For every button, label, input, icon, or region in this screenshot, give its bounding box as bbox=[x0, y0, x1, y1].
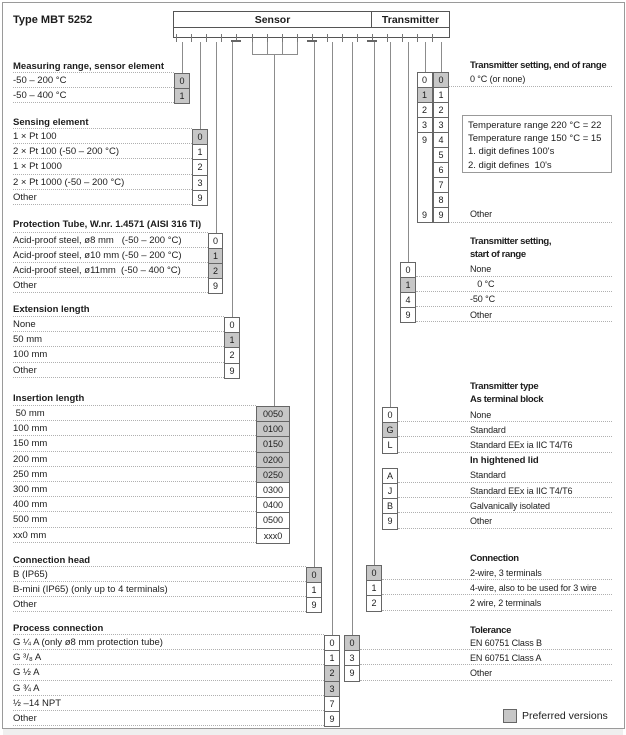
transmitter-type-code-cell: L bbox=[382, 437, 398, 453]
leader-line bbox=[398, 436, 612, 437]
start-of-range-row-label: Other bbox=[470, 309, 493, 320]
code-position-tick bbox=[252, 34, 253, 42]
header-sensor-label: Sensor bbox=[173, 11, 372, 28]
leader-line bbox=[13, 634, 324, 635]
leader-line bbox=[13, 596, 306, 597]
sensing-element-code-cell: 2 bbox=[192, 159, 208, 175]
connector-line bbox=[232, 42, 233, 318]
connector-bracket bbox=[252, 54, 298, 55]
end-of-range-digit2-cell: 1 bbox=[433, 87, 449, 103]
leader-line bbox=[416, 276, 612, 277]
leader-line bbox=[13, 542, 256, 543]
note-line: 1. digit defines 100's bbox=[468, 146, 555, 158]
process-connection-row-label: G ½ A bbox=[13, 667, 40, 679]
code-position-tick bbox=[342, 34, 343, 42]
start-of-range-row-label: 0 °C bbox=[470, 279, 495, 290]
tolerance-code-cell: 0 bbox=[344, 635, 360, 651]
connection-title: Connection bbox=[470, 552, 519, 564]
tolerance-row-label: Other bbox=[470, 667, 493, 678]
insertion-length-code-cell: 0050 bbox=[256, 406, 290, 422]
insertion-length-row-label: 100 mm bbox=[13, 423, 48, 435]
sensing-element-title: Sensing element bbox=[13, 117, 89, 128]
transmitter-type-row-label: Standard bbox=[470, 470, 506, 481]
protection-tube-code-cell: 2 bbox=[208, 263, 223, 279]
tolerance-row-label: EN 60751 Class A bbox=[470, 652, 542, 663]
connector-line bbox=[425, 42, 426, 73]
leader-line bbox=[398, 482, 612, 483]
sensing-element-row-label: 1 × Pt 1000 bbox=[13, 161, 62, 173]
tolerance-row-label: EN 60751 Class B bbox=[470, 637, 542, 648]
leader-line bbox=[13, 581, 306, 582]
sensing-element-row-label: Other bbox=[13, 191, 37, 203]
start-of-range-code-cell: 1 bbox=[400, 277, 416, 293]
insertion-length-row-label: xx0 mm bbox=[13, 529, 47, 541]
leader-line bbox=[449, 222, 612, 223]
connector-line bbox=[267, 42, 268, 56]
protection-tube-row-label: Acid-proof steel, ø10 mm (-50 – 200 °C) bbox=[13, 249, 182, 261]
end-of-range-row-label: Other bbox=[470, 208, 493, 219]
extension-length-code-cell: 1 bbox=[224, 332, 240, 348]
protection-tube-code-cell: 1 bbox=[208, 248, 223, 264]
process-connection-code-cell: 7 bbox=[324, 696, 340, 712]
code-position-tick bbox=[267, 34, 268, 42]
connector-line bbox=[200, 42, 201, 130]
insertion-length-row-label: 50 mm bbox=[13, 408, 45, 419]
leader-line bbox=[416, 321, 612, 322]
connector-line bbox=[297, 42, 298, 56]
leader-line bbox=[13, 611, 306, 612]
insertion-length-code-cell: 0250 bbox=[256, 467, 290, 483]
extension-length-row-label: 50 mm bbox=[13, 334, 43, 346]
insertion-length-row-label: 400 mm bbox=[13, 499, 48, 511]
insertion-length-code-cell: 0200 bbox=[256, 452, 290, 468]
connection-head-code-cell: 9 bbox=[306, 597, 322, 613]
transmitter-type-row-label: Standard bbox=[470, 424, 506, 435]
start-of-range-code-cell: 4 bbox=[400, 292, 416, 308]
leader-line bbox=[13, 292, 208, 293]
insertion-length-code-cell: xxx0 bbox=[256, 528, 290, 544]
connector-line bbox=[252, 42, 253, 56]
leader-line bbox=[13, 158, 192, 159]
leader-line bbox=[398, 421, 612, 422]
end-of-range-digit1-cell: 9 bbox=[417, 132, 433, 148]
transmitter-type-row-label: Galvanically isolated bbox=[470, 500, 550, 511]
preferred-version-swatch bbox=[503, 709, 517, 723]
header-transmitter-label: Transmitter bbox=[371, 11, 450, 28]
code-position-tick bbox=[297, 34, 298, 42]
leader-line bbox=[13, 346, 224, 347]
leader-line bbox=[13, 362, 224, 363]
leader-line bbox=[13, 277, 208, 278]
end-of-range-digit2-cell: 0 bbox=[433, 72, 449, 88]
insertion-length-code-cell: 0400 bbox=[256, 497, 290, 513]
start-of-range-row-label: None bbox=[470, 264, 492, 274]
process-connection-code-cell: 3 bbox=[324, 681, 340, 697]
connection-code-cell: 2 bbox=[366, 595, 382, 611]
sensing-element-code-cell: 9 bbox=[192, 190, 208, 206]
connection-row-label: 2-wire, 3 terminals bbox=[470, 567, 542, 578]
process-connection-row-label: G ³/₈ A bbox=[13, 652, 42, 664]
leader-line bbox=[13, 527, 256, 528]
measuring-range-code-cell: 0 bbox=[174, 73, 190, 89]
tolerance-title: Tolerance bbox=[470, 624, 512, 636]
connector-line bbox=[314, 42, 315, 567]
end-of-range-digit2-cell: 4 bbox=[433, 132, 449, 148]
insertion-length-row-label: 200 mm bbox=[13, 453, 48, 465]
leader-line bbox=[13, 566, 306, 567]
connector-line bbox=[216, 42, 217, 233]
start-of-range-code-cell: 0 bbox=[400, 262, 416, 278]
leader-line bbox=[382, 594, 612, 595]
code-position-tick bbox=[206, 34, 207, 42]
transmitter-type-code-cell: A bbox=[382, 468, 398, 484]
transmitter-type-row-label: Other bbox=[470, 515, 493, 526]
end-of-range-row-label: 0 °C (or none) bbox=[470, 73, 526, 84]
connection-head-code-cell: 0 bbox=[306, 567, 322, 583]
code-position-tick bbox=[221, 34, 222, 42]
measuring-range-title: Measuring range, sensor element bbox=[13, 61, 164, 72]
process-connection-code-cell: 9 bbox=[324, 711, 340, 727]
end-of-range-digit2-cell: 2 bbox=[433, 102, 449, 118]
leader-line bbox=[13, 435, 256, 436]
leader-line bbox=[360, 680, 612, 681]
connection-row-label: 2 wire, 2 terminals bbox=[470, 597, 542, 608]
transmitter-type-subtitle: As terminal block bbox=[470, 393, 544, 405]
extension-length-row-label: 100 mm bbox=[13, 349, 48, 361]
process-connection-code-cell: 1 bbox=[324, 650, 340, 666]
page-title: Type MBT 5252 bbox=[13, 14, 93, 26]
leader-line bbox=[13, 496, 256, 497]
connector-line bbox=[374, 42, 375, 566]
leader-line bbox=[13, 420, 256, 421]
leader-line bbox=[13, 680, 324, 681]
leader-line bbox=[449, 86, 612, 87]
leader-line bbox=[416, 306, 612, 307]
process-connection-row-label: Other bbox=[13, 713, 37, 724]
insertion-length-row-label: 300 mm bbox=[13, 484, 48, 495]
transmitter-type-code-cell: G bbox=[382, 422, 398, 438]
protection-tube-row-label: Acid-proof steel, ø8 mm (-50 – 200 °C) bbox=[13, 234, 182, 246]
connection-code-cell: 1 bbox=[366, 580, 382, 596]
connector-line bbox=[274, 55, 275, 406]
transmitter-type-code-cell: J bbox=[382, 483, 398, 499]
code-position-tick bbox=[402, 34, 403, 42]
protection-tube-row-label: Acid-proof steel, ø11mm (-50 – 400 °C) bbox=[13, 264, 181, 276]
connector-line bbox=[441, 42, 442, 73]
protection-tube-code-cell: 9 bbox=[208, 278, 223, 294]
code-position-tick bbox=[282, 34, 283, 42]
process-connection-code-cell: 2 bbox=[324, 665, 340, 681]
transmitter-type-row-label: Standard EEx ia IIC T4/T6 bbox=[470, 485, 573, 496]
sensing-element-row-label: 2 × Pt 1000 (-50 – 200 °C) bbox=[13, 176, 125, 188]
connection-row-label: 4-wire, also to be used for 3 wire bbox=[470, 582, 597, 593]
process-connection-title: Process connection bbox=[13, 622, 104, 634]
transmitter-type-code-cell: 9 bbox=[382, 513, 398, 529]
end-of-range-digit1-cell: 2 bbox=[417, 102, 433, 118]
leader-line bbox=[13, 481, 256, 482]
connector-line bbox=[408, 42, 409, 262]
protection-tube-title: Protection Tube, W.nr. 1.4571 (AISI 316 Ti) bbox=[13, 219, 202, 230]
end-of-range-digit1-cell: 0 bbox=[417, 72, 433, 88]
code-position-tick bbox=[176, 34, 177, 42]
insertion-length-code-cell: 0500 bbox=[256, 512, 290, 528]
leader-line bbox=[13, 664, 324, 665]
protection-tube-code-cell: 0 bbox=[208, 233, 223, 249]
code-group-tick bbox=[307, 40, 317, 42]
extension-length-row-label: Other bbox=[13, 364, 37, 376]
start-of-range-title-line2: start of range bbox=[470, 248, 526, 260]
end-of-range-digit1-blank bbox=[417, 147, 433, 208]
extension-length-code-cell: 0 bbox=[224, 317, 240, 333]
leader-line bbox=[13, 189, 192, 190]
process-connection-code-cell: 0 bbox=[324, 635, 340, 651]
leader-line bbox=[13, 204, 192, 205]
insertion-length-row-label: 150 mm bbox=[13, 438, 48, 450]
extension-length-title: Extension length bbox=[13, 304, 90, 315]
end-of-range-digit2-cell: 5 bbox=[433, 147, 449, 163]
process-connection-row-label: G ¼ A (only ø8 mm protection tube) bbox=[13, 637, 163, 648]
start-of-range-code-cell: 9 bbox=[400, 307, 416, 323]
sensing-element-row-label: 1 × Pt 100 bbox=[13, 131, 57, 142]
leader-line bbox=[13, 102, 174, 103]
extension-length-row-label: None bbox=[13, 319, 36, 330]
leader-line bbox=[13, 466, 256, 467]
leader-line bbox=[13, 232, 208, 233]
transmitter-type-code-cell: 0 bbox=[382, 407, 398, 423]
code-position-tick bbox=[387, 34, 388, 42]
bottom-margin-band bbox=[3, 729, 623, 735]
end-of-range-title: Transmitter setting, end of range bbox=[470, 60, 607, 71]
process-connection-row-label: ½ –14 NPT bbox=[13, 697, 62, 709]
process-connection-row-label: G ¾ A bbox=[13, 682, 40, 694]
tolerance-code-cell: 9 bbox=[344, 665, 360, 681]
leader-line bbox=[13, 710, 324, 711]
leader-line bbox=[13, 72, 174, 73]
sensing-element-code-cell: 3 bbox=[192, 175, 208, 191]
leader-line bbox=[382, 579, 612, 580]
connection-head-title: Connection head bbox=[13, 554, 91, 566]
leader-line bbox=[13, 128, 192, 129]
sensing-element-row-label: 2 × Pt 100 (-50 – 200 °C) bbox=[13, 146, 119, 158]
connection-code-cell: 0 bbox=[366, 565, 382, 581]
insertion-length-code-cell: 0150 bbox=[256, 436, 290, 452]
code-position-tick bbox=[357, 34, 358, 42]
end-of-range-digit1-cell: 3 bbox=[417, 117, 433, 133]
leader-line bbox=[13, 405, 256, 406]
leader-line bbox=[360, 664, 612, 665]
transmitter-type-row-label: Standard EEx ia IIC T4/T6 bbox=[470, 439, 573, 450]
connector-line bbox=[352, 42, 353, 636]
start-of-range-row-label: -50 °C bbox=[470, 294, 496, 305]
end-of-range-digit1-cell: 9 bbox=[417, 207, 433, 223]
end-of-range-digit2-cell: 9 bbox=[433, 207, 449, 223]
end-of-range-note-box bbox=[462, 115, 612, 173]
start-of-range-title: Transmitter setting, bbox=[470, 236, 552, 247]
leader-line bbox=[382, 610, 612, 611]
transmitter-type-row-label: None bbox=[470, 409, 492, 420]
connection-head-row-label: B-mini (IP65) (only up to 4 terminals) bbox=[13, 583, 168, 595]
extension-length-code-cell: 2 bbox=[224, 347, 240, 363]
code-group-tick bbox=[367, 40, 377, 42]
leader-line bbox=[13, 331, 224, 332]
leader-line bbox=[398, 528, 612, 529]
insertion-length-code-cell: 0300 bbox=[256, 482, 290, 498]
connector-line bbox=[390, 42, 391, 408]
connection-head-row-label: B (IP65) bbox=[13, 568, 48, 580]
transmitter-type-title: Transmitter type bbox=[470, 380, 539, 392]
leader-line bbox=[13, 247, 208, 248]
note-line: 2. digit defines 10's bbox=[468, 159, 552, 171]
measuring-range-code-cell: 1 bbox=[174, 88, 190, 104]
note-line: Temperature range 220 °C = 22 bbox=[468, 120, 602, 131]
leader-line bbox=[360, 649, 612, 650]
leader-line bbox=[13, 511, 256, 512]
connector-line bbox=[332, 42, 333, 636]
code-position-tick bbox=[191, 34, 192, 42]
note-line: Temperature range 150 °C = 15 bbox=[468, 133, 602, 145]
leader-line bbox=[13, 316, 224, 317]
leader-line bbox=[13, 143, 192, 144]
end-of-range-digit2-cell: 7 bbox=[433, 177, 449, 193]
transmitter-type-code-cell: B bbox=[382, 498, 398, 514]
leader-line bbox=[416, 291, 612, 292]
protection-tube-row-label: Other bbox=[13, 280, 37, 292]
leader-line bbox=[13, 695, 324, 696]
connector-line bbox=[282, 42, 283, 56]
leader-line bbox=[13, 725, 324, 726]
sensing-element-code-cell: 0 bbox=[192, 129, 208, 145]
leader-line bbox=[398, 512, 612, 513]
insertion-length-title: Insertion length bbox=[13, 392, 85, 404]
transmitter-type-row-label: In hightened lid bbox=[470, 455, 539, 467]
leader-line bbox=[398, 452, 612, 453]
insertion-length-row-label: 250 mm bbox=[13, 468, 48, 480]
sensing-element-code-cell: 1 bbox=[192, 144, 208, 160]
insertion-length-row-label: 500 mm bbox=[13, 514, 48, 526]
connection-head-code-cell: 1 bbox=[306, 582, 322, 598]
leader-line bbox=[398, 497, 612, 498]
insertion-length-code-cell: 0100 bbox=[256, 421, 290, 437]
code-position-tick bbox=[432, 34, 433, 42]
measuring-range-row-label: -50 – 400 °C bbox=[13, 90, 67, 102]
connector-line bbox=[182, 42, 183, 74]
end-of-range-digit2-cell: 6 bbox=[433, 162, 449, 178]
end-of-range-digit2-cell: 8 bbox=[433, 192, 449, 208]
tolerance-code-cell: 3 bbox=[344, 650, 360, 666]
code-position-tick bbox=[417, 34, 418, 42]
leader-line bbox=[13, 262, 208, 263]
legend-label: Preferred versions bbox=[522, 710, 608, 722]
extension-length-code-cell: 9 bbox=[224, 363, 240, 379]
leader-line bbox=[13, 451, 256, 452]
connection-head-row-label: Other bbox=[13, 598, 37, 610]
measuring-range-row-label: -50 – 200 °C bbox=[13, 75, 67, 86]
end-of-range-digit1-cell: 1 bbox=[417, 87, 433, 103]
end-of-range-digit2-cell: 3 bbox=[433, 117, 449, 133]
leader-line bbox=[13, 87, 174, 88]
leader-line bbox=[13, 174, 192, 175]
code-position-tick bbox=[327, 34, 328, 42]
leader-line bbox=[13, 377, 224, 378]
leader-line bbox=[13, 649, 324, 650]
